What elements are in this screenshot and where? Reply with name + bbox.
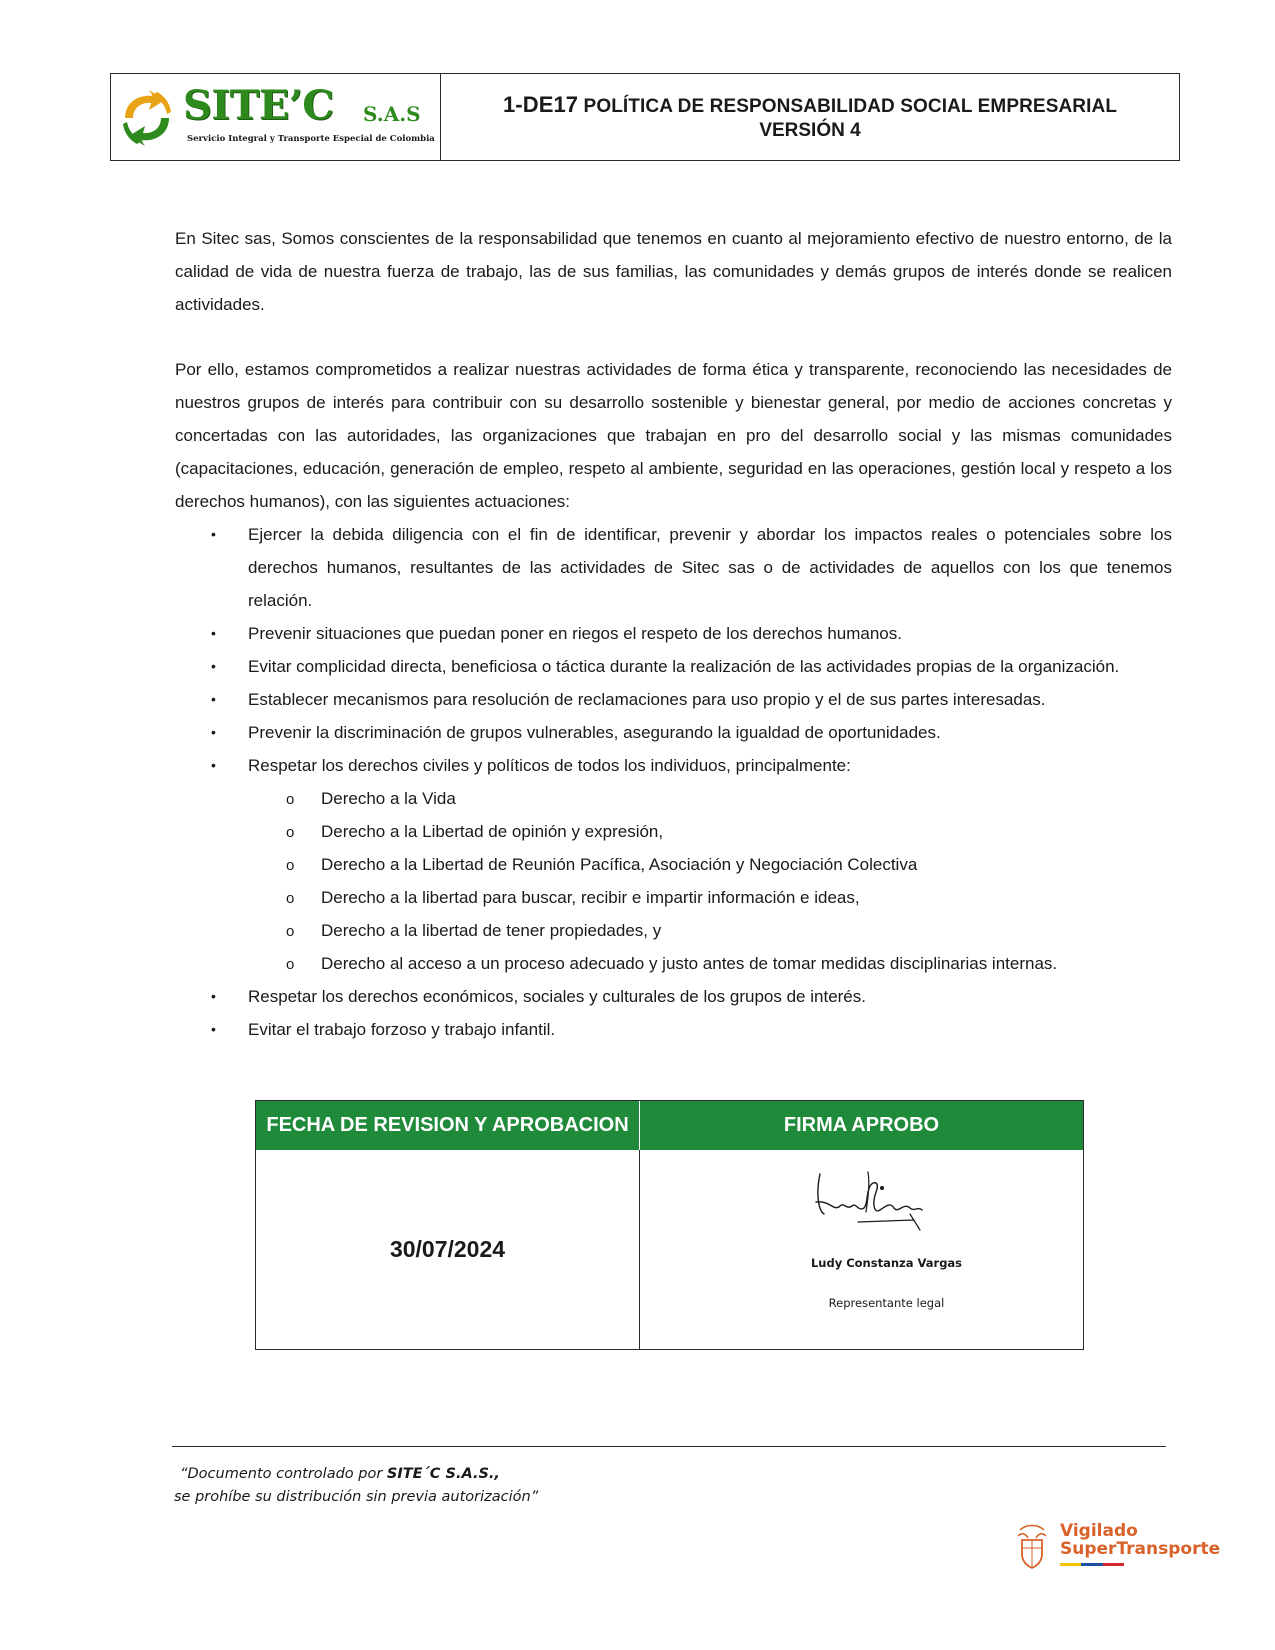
list-item: • Prevenir la discriminación de grupos vulnerables, asegurando la igualdad de oportunidades. xyxy=(175,716,1172,749)
policy-body xyxy=(175,222,1172,1046)
circle-bullet-icon: o xyxy=(286,824,295,841)
list-item: • Establecer mecanismos para resolución de reclamaciones para uso propio y el de sus partes interesadas. xyxy=(175,683,1172,716)
bullet-icon: • xyxy=(211,988,216,1004)
sub-list-item: o Derecho a la Libertad de Reunión Pacífica, Asociación y Negociación Colectiva xyxy=(248,848,1172,881)
list-item: • Evitar complicidad directa, beneficiosa o táctica durante la realización de las actividades propias de la organización. xyxy=(175,650,1172,683)
company-logo xyxy=(111,74,441,160)
signature-header: FIRMA APROBO xyxy=(783,1114,940,1136)
circle-bullet-icon: o xyxy=(286,923,295,940)
vigilado-supertransporte-logo xyxy=(1012,1520,1221,1578)
bullet-icon: • xyxy=(211,526,216,542)
logo-suffix: S.A.S xyxy=(363,102,421,126)
sub-list-item: o Derecho a la Vida xyxy=(248,782,1172,815)
circle-bullet-icon: o xyxy=(286,791,295,808)
actions-list xyxy=(175,518,1172,1046)
revision-date-header: FECHA DE REVISION Y APROBACION xyxy=(256,1101,640,1150)
vigilado-text: Vigilado xyxy=(1060,1521,1138,1541)
sub-list-item: o Derecho al acceso a un proceso adecuado y justo antes de tomar medidas disciplinarias internas. xyxy=(248,947,1172,980)
intro-paragraph: En Sitec sas, Somos conscientes de la responsabilidad que tenemos en cuanto al mejoramiento efectivo de nuestro entorno, de la calidad de vida de nuestra fuerza de trabajo, las de sus familias, las comunidades y demás grupos de interés donde se realicen actividades. xyxy=(175,229,1172,314)
bullet-icon: • xyxy=(211,625,216,641)
recycle-arrows-icon xyxy=(119,88,175,148)
document-code: 1-DE17 xyxy=(502,92,579,117)
sub-list-item: o Derecho a la Libertad de opinión y expresión, xyxy=(248,815,1172,848)
sub-list-item: o Derecho a la libertad de tener propiedades, y xyxy=(248,914,1172,947)
signer-role: Representante legal xyxy=(828,1296,945,1310)
bullet-icon: • xyxy=(211,691,216,707)
footer-control-note: “Documento controlado por SITE´C S.A.S., se prohíbe su distribución sin previa autorización” xyxy=(174,1463,538,1509)
list-item: • Ejercer la debida diligencia con el fin de identificar, prevenir y abordar los impactos reales o potenciales sobre los derechos humanos, resultantes de las actividades de Sitec sas o de actividades de aquellos con los que tenemos relación. xyxy=(175,518,1172,617)
commitment-paragraph: Por ello, estamos comprometidos a realizar nuestras actividades de forma ética y transparente, reconociendo las necesidades de nuestros grupos de interés para contribuir con su desarrollo sostenible y bienestar general, por medio de acciones concretas y concertadas con las autoridades, las organizaciones que trabajan en pro del desarrollo social y las mismas comunidades (capacitaciones, educación, generación de empleo, respeto al ambiente, seguridad en las operaciones, gestión local y respeto a los derechos humanos), con las siguientes actuaciones: xyxy=(175,360,1172,511)
bullet-icon: • xyxy=(211,1021,216,1037)
footer-distribution-note: se prohíbe su distribución sin previa autorización” xyxy=(174,1489,539,1505)
document-title-cell xyxy=(441,74,1179,160)
approval-table-header xyxy=(256,1101,1083,1150)
circle-bullet-icon: o xyxy=(286,956,295,973)
footer-company-name: SITE´C S.A.S., xyxy=(386,1466,500,1482)
signer-name: Ludy Constanza Vargas xyxy=(810,1256,963,1270)
flag-stripe xyxy=(1060,1563,1124,1566)
approval-table-row xyxy=(256,1150,1083,1349)
document-version: VERSIÓN 4 xyxy=(759,120,861,141)
logo-wordmark: SITE’C xyxy=(183,82,334,129)
document-title xyxy=(503,92,1117,118)
list-item: • Respetar los derechos civiles y políticos de todos los individuos, principalmente: o Derecho a la Vida o Derecho a la Libertad de opinión y expresión, o Derecho a la Libertad de Reunión Pacífica, Asociación y Negociación Colectiva o Derecho a la libertad para buscar, recibir e impartir información e ideas, o Derecho a la libertad de tener propiedades, y o Derecho al acceso a un proceso adecuado y justo antes de tomar medidas disciplinarias internas. xyxy=(175,749,1172,980)
footer-divider xyxy=(172,1446,1166,1447)
circle-bullet-icon: o xyxy=(286,890,295,907)
list-item: • Prevenir situaciones que puedan poner en riegos el respeto de los derechos humanos. xyxy=(175,617,1172,650)
handwritten-signature xyxy=(810,1162,930,1242)
sub-list-item: o Derecho a la libertad para buscar, recibir e impartir información e ideas, xyxy=(248,881,1172,914)
supertransporte-text: SuperTransporte xyxy=(1060,1539,1221,1559)
approval-table xyxy=(255,1100,1084,1350)
signature-cell xyxy=(640,1150,1083,1349)
list-item: • Evitar el trabajo forzoso y trabajo infantil. xyxy=(175,1013,1172,1046)
document-title-text: POLÍTICA DE RESPONSABILIDAD SOCIAL EMPRESARIAL xyxy=(583,96,1118,117)
list-item: • Respetar los derechos económicos, sociales y culturales de los grupos de interés. xyxy=(175,980,1172,1013)
circle-bullet-icon: o xyxy=(286,857,295,874)
rights-sublist xyxy=(248,782,1172,980)
logo-tagline: Servicio Integral y Transporte Especial de Colombia xyxy=(187,134,435,144)
bullet-icon: • xyxy=(211,724,216,740)
bullet-icon: • xyxy=(211,658,216,674)
bullet-icon: • xyxy=(211,757,216,773)
document-header xyxy=(110,73,1180,161)
approval-date: 30/07/2024 xyxy=(256,1150,640,1349)
coat-of-arms-icon xyxy=(1012,1522,1052,1572)
